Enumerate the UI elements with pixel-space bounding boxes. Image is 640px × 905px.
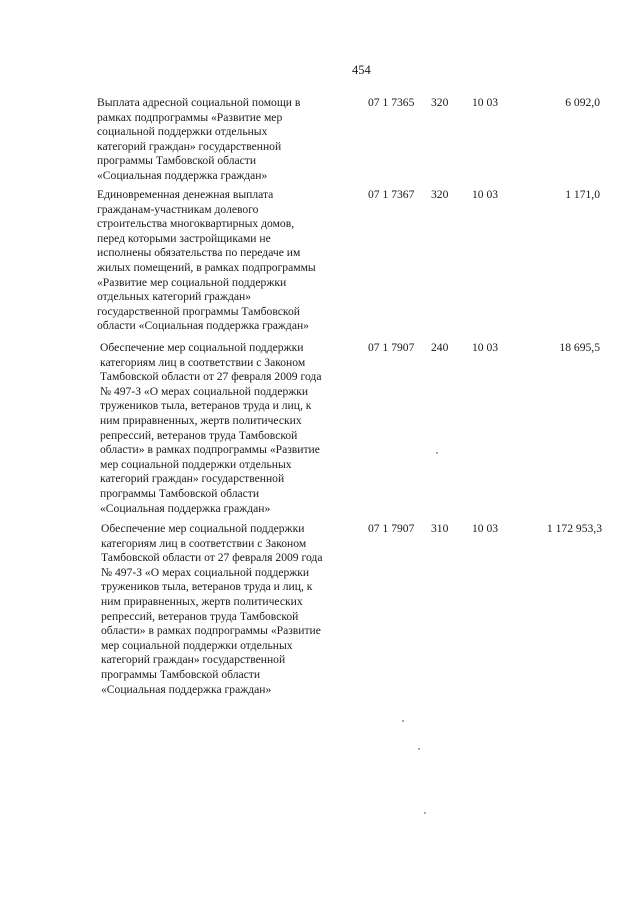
target-article-code: 07 1 7367 [368, 188, 415, 201]
description-line: области» в рамках подпрограммы «Развитие [101, 624, 321, 638]
description-line: «Социальная поддержка граждан» [97, 168, 268, 182]
row-description [97, 188, 316, 334]
description-line: перед которыми застройщиками не [97, 231, 271, 245]
description-line: тружеников тыла, ветеранов труда и лиц, к [101, 580, 313, 594]
description-line: отдельных категорий граждан» [97, 290, 252, 304]
description-line: государственной программы Тамбовской [97, 304, 300, 318]
description-line: социальной поддержки отдельных [97, 125, 268, 139]
row-description [101, 522, 322, 697]
amount: 18 695,5 [559, 341, 600, 354]
expense-type-code: 320 [431, 96, 449, 109]
expense-type-code: 320 [431, 188, 449, 201]
description-line: программы Тамбовской области [101, 667, 261, 681]
description-line: репрессий, ветеранов труда Тамбовской [101, 609, 299, 623]
description-line: ним приравненных, жертв политических [101, 594, 303, 608]
scan-speck [418, 748, 420, 750]
description-line: категориям лиц в соответствии с Законом [100, 355, 306, 369]
description-line: № 497-З «О мерах социальной поддержки [101, 565, 310, 579]
description-line: программы Тамбовской области [97, 154, 257, 168]
description-line: исполнены обязательства по передаче им [97, 246, 301, 260]
section-code: 10 03 [472, 188, 499, 201]
target-article-code: 07 1 7365 [368, 96, 415, 109]
expense-type-code: 310 [431, 522, 449, 535]
description-line: жилых помещений, в рамках подпрограммы [97, 260, 316, 274]
description-line: «Социальная поддержка граждан» [101, 682, 272, 696]
description-line: № 497-З «О мерах социальной поддержки [100, 384, 309, 398]
description-line: «Социальная поддержка граждан» [100, 501, 271, 515]
description-line: «Развитие мер социальной поддержки [97, 275, 287, 289]
description-line: репрессий, ветеранов труда Тамбовской [100, 428, 298, 442]
amount: 6 092,0 [565, 96, 600, 109]
description-line: Выплата адресной социальной помощи в [97, 96, 301, 109]
target-article-code: 07 1 7907 [368, 341, 415, 354]
description-line: мер социальной поддержки отдельных [101, 638, 293, 652]
amount: 1 172 953,3 [546, 522, 602, 535]
description-line: мер социальной поддержки отдельных [100, 457, 292, 471]
description-line: категорий граждан» государственной [100, 472, 285, 486]
row-description [97, 96, 300, 184]
description-line: рамках подпрограммы «Развитие мер [97, 110, 283, 124]
row-description [100, 341, 321, 516]
description-line: категориям лиц в соответствии с Законом [101, 536, 307, 550]
description-line: Обеспечение мер социальной поддержки [100, 341, 304, 354]
amount: 1 171,0 [565, 188, 600, 201]
description-line: области» в рамках подпрограммы «Развитие [100, 443, 320, 457]
description-line: программы Тамбовской области [100, 486, 260, 500]
description-line: категорий граждан» государственной [101, 653, 286, 667]
description-line: гражданам-участникам долевого [97, 202, 259, 216]
expense-type-code: 240 [431, 341, 449, 354]
description-line: строительства многоквартирных домов, [97, 217, 295, 231]
section-code: 10 03 [472, 522, 499, 535]
description-line: Единовременная денежная выплата [97, 188, 274, 201]
section-code: 10 03 [472, 96, 499, 109]
description-line: Обеспечение мер социальной поддержки [101, 522, 305, 535]
scan-speck [424, 812, 426, 814]
description-line: Тамбовской области от 27 февраля 2009 года [100, 370, 322, 384]
target-article-code: 07 1 7907 [368, 522, 415, 535]
scan-speck [402, 720, 404, 722]
description-line: Тамбовской области от 27 февраля 2009 года [101, 551, 323, 565]
description-line: тружеников тыла, ветеранов труда и лиц, к [100, 399, 312, 413]
section-code: 10 03 [472, 341, 499, 354]
description-line: категорий граждан» государственной [97, 139, 282, 153]
scan-speck [436, 452, 438, 454]
page-number: 454 [352, 63, 371, 77]
description-line: области «Социальная поддержка граждан» [97, 319, 309, 333]
description-line: ним приравненных, жертв политических [100, 413, 302, 427]
